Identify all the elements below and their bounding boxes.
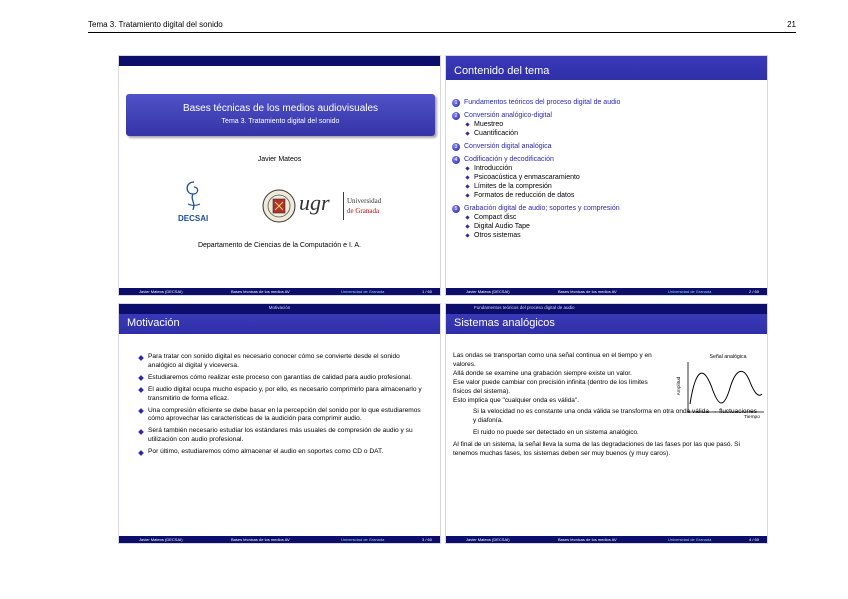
slide-breadcrumb[interactable]: Fundamentos teóricos del proceso digital de audio (474, 305, 575, 310)
ugr-logo-line2: de Granada (347, 207, 380, 215)
footer-author: Javier Mateos (DECSAI) (139, 289, 183, 294)
graph-x-label: Tiempo (744, 415, 760, 420)
footer-page: 4 / 60 (748, 537, 759, 542)
signal-wave (690, 371, 762, 404)
decsai-logo-text: DECSAI (178, 214, 209, 223)
footer-page: 2 / 60 (748, 289, 759, 294)
ugr-logo-text: ugr (299, 190, 330, 215)
section-number-icon: 2 (452, 112, 460, 120)
slide-top-bar (119, 304, 440, 314)
toc-section-label: Codificación y decodificación (464, 156, 554, 163)
slide-top-bar (446, 304, 767, 314)
title-box (126, 94, 435, 136)
section-number-icon: 1 (452, 99, 460, 107)
presentation-title: Bases técnicas de los medios audiovisuales (182, 103, 379, 114)
toc-section[interactable] (452, 98, 763, 107)
list-item: Para tratar con sonido digital es necesario conocer cómo se convierte desde el sonido analógico al digital y viceversa. (139, 353, 428, 371)
list-item: Una compresión eficiente se debe basar en la percepción del sonido por lo que estudiaremos cómo aprovechar las características de la audición para comprimir audio. (139, 407, 428, 425)
slide-title: Sistemas analógicos (454, 317, 555, 329)
slide-breadcrumb[interactable]: Motivación (268, 305, 291, 310)
slide-top-bar (119, 56, 440, 66)
slide-title (118, 55, 441, 296)
slide-footer (446, 536, 767, 543)
footer-page: 3 / 60 (421, 537, 432, 542)
slide-analog-systems (445, 303, 768, 544)
footer-course: Bases técnicas de los medios AV (231, 537, 290, 542)
table-of-contents (452, 98, 763, 240)
list-item: Estudiaremos cómo realizar este proceso con garantías de calidad para audio profesional. (139, 374, 428, 383)
toc-subsection[interactable]: Compact disc (452, 213, 763, 222)
slide-title: Contenido del tema (454, 65, 550, 77)
footer-university: Universidad de Granada (668, 537, 712, 542)
paragraph: Al final de un sistema, la señal lleva la suma de las degradaciones de las fases por las que pasó. Si tenemos muchas fases, los sistemas deben ser muy buenos (y muy caros). (453, 441, 740, 458)
footer-university: Universidad de Granada (341, 537, 385, 542)
toc-section-label: Conversión analógico-digital (464, 112, 552, 119)
paragraph: Si la velocidad no es constante una onda válida se transforma en otra onda válida → fluctuaciones y diafonía. (473, 408, 758, 425)
graph-title: Señal analógica (709, 354, 747, 360)
graph-y-label: Amplitud (677, 376, 682, 396)
footer-page: 1 / 60 (421, 289, 432, 294)
page-header (88, 20, 796, 32)
department-name: Departamento de Ciencias de la Computación e I. A. (197, 242, 362, 249)
toc-subsection[interactable]: Cuantificación (452, 129, 763, 138)
toc-section[interactable] (452, 111, 763, 120)
analog-signal-graph (672, 352, 767, 420)
page-number: 21 (787, 20, 796, 29)
decsai-emblem-icon (176, 178, 212, 214)
ugr-logo (261, 186, 389, 228)
footer-university: Universidad de Granada (341, 289, 385, 294)
list-item: Será también necesario estudiar los estándares más usuales de compresión de audio y su utilización con audio profesional. (139, 427, 428, 445)
footer-author: Javier Mateos (DECSAI) (466, 289, 510, 294)
page-header-rule (88, 32, 796, 33)
slide-title-bar (119, 314, 440, 334)
slide-motivation (118, 303, 441, 544)
page-header-title: Tema 3. Tratamiento digital del sonido (88, 20, 223, 29)
slide-title-bar (446, 314, 767, 334)
toc-section[interactable] (452, 142, 763, 151)
paragraph: El ruido no puede ser detectado en un sistema analógico. (473, 429, 639, 437)
toc-subsection[interactable]: Introducción (452, 164, 763, 173)
toc-section[interactable] (452, 204, 763, 213)
toc-subsection[interactable]: Psicoacústica y enmascaramiento (452, 173, 763, 182)
list-item: Por último, estudiaremos cómo almacenar el audio en soportes como CD o DAT. (139, 448, 428, 457)
footer-course: Bases técnicas de los medios AV (231, 289, 290, 294)
footer-course: Bases técnicas de los medios AV (558, 537, 617, 542)
section-number-icon: 4 (452, 156, 460, 164)
slide-footer (446, 288, 767, 295)
paragraph: Las ondas se transportan como una señal continua en el tiempo y en valores. (453, 352, 652, 368)
toc-subsection[interactable]: Digital Audio Tape (452, 222, 763, 231)
slide-title-bar (446, 56, 767, 80)
slide-title: Motivación (127, 317, 180, 329)
toc-section[interactable] (452, 155, 763, 164)
ugr-logo-separator (343, 192, 344, 220)
paragraph: Allá donde se examine una grabación siempre existe un valor. (453, 369, 632, 377)
list-item: El audio digital ocupa mucho espacio y, por ello, es necesario comprimirlo para almacenarlo y transmitirlo de forma eficaz. (139, 386, 428, 404)
ugr-logo-line1: Universidad (347, 197, 382, 205)
toc-subsection[interactable]: Otros sistemas (452, 231, 763, 240)
slide-contents (445, 55, 768, 296)
slide-footer (119, 536, 440, 543)
bullet-list (139, 353, 428, 460)
toc-section-label: Conversión digital analógica (464, 143, 552, 150)
author-name: Javier Mateos (257, 156, 302, 163)
slide-footer (119, 288, 440, 295)
presentation-subtitle: Tema 3. Tratamiento digital del sonido (221, 118, 340, 125)
toc-section-label: Grabación digital de audio; soportes y compresión (464, 205, 620, 212)
footer-author: Javier Mateos (DECSAI) (139, 537, 183, 542)
footer-course: Bases técnicas de los medios AV (558, 289, 617, 294)
toc-section-label: Fundamentos teóricos del proceso digital de audio (464, 99, 621, 106)
section-number-icon: 3 (452, 143, 460, 151)
section-number-icon: 5 (452, 205, 460, 213)
footer-university: Universidad de Granada (668, 289, 712, 294)
toc-subsection[interactable]: Formatos de reducción de datos (452, 191, 763, 200)
footer-author: Javier Mateos (DECSAI) (466, 537, 510, 542)
toc-subsection[interactable]: Muestreo (452, 120, 763, 129)
university-crest-icon (261, 188, 297, 224)
paragraph: Esto implica que "cualquier onda es válida". (453, 396, 580, 404)
decsai-logo (176, 178, 212, 228)
toc-subsection[interactable]: Límites de la compresión (452, 182, 763, 191)
paragraph: Ese valor puede cambiar con precisión infinita (dentro de los límites físicos del sistema). (453, 378, 648, 395)
